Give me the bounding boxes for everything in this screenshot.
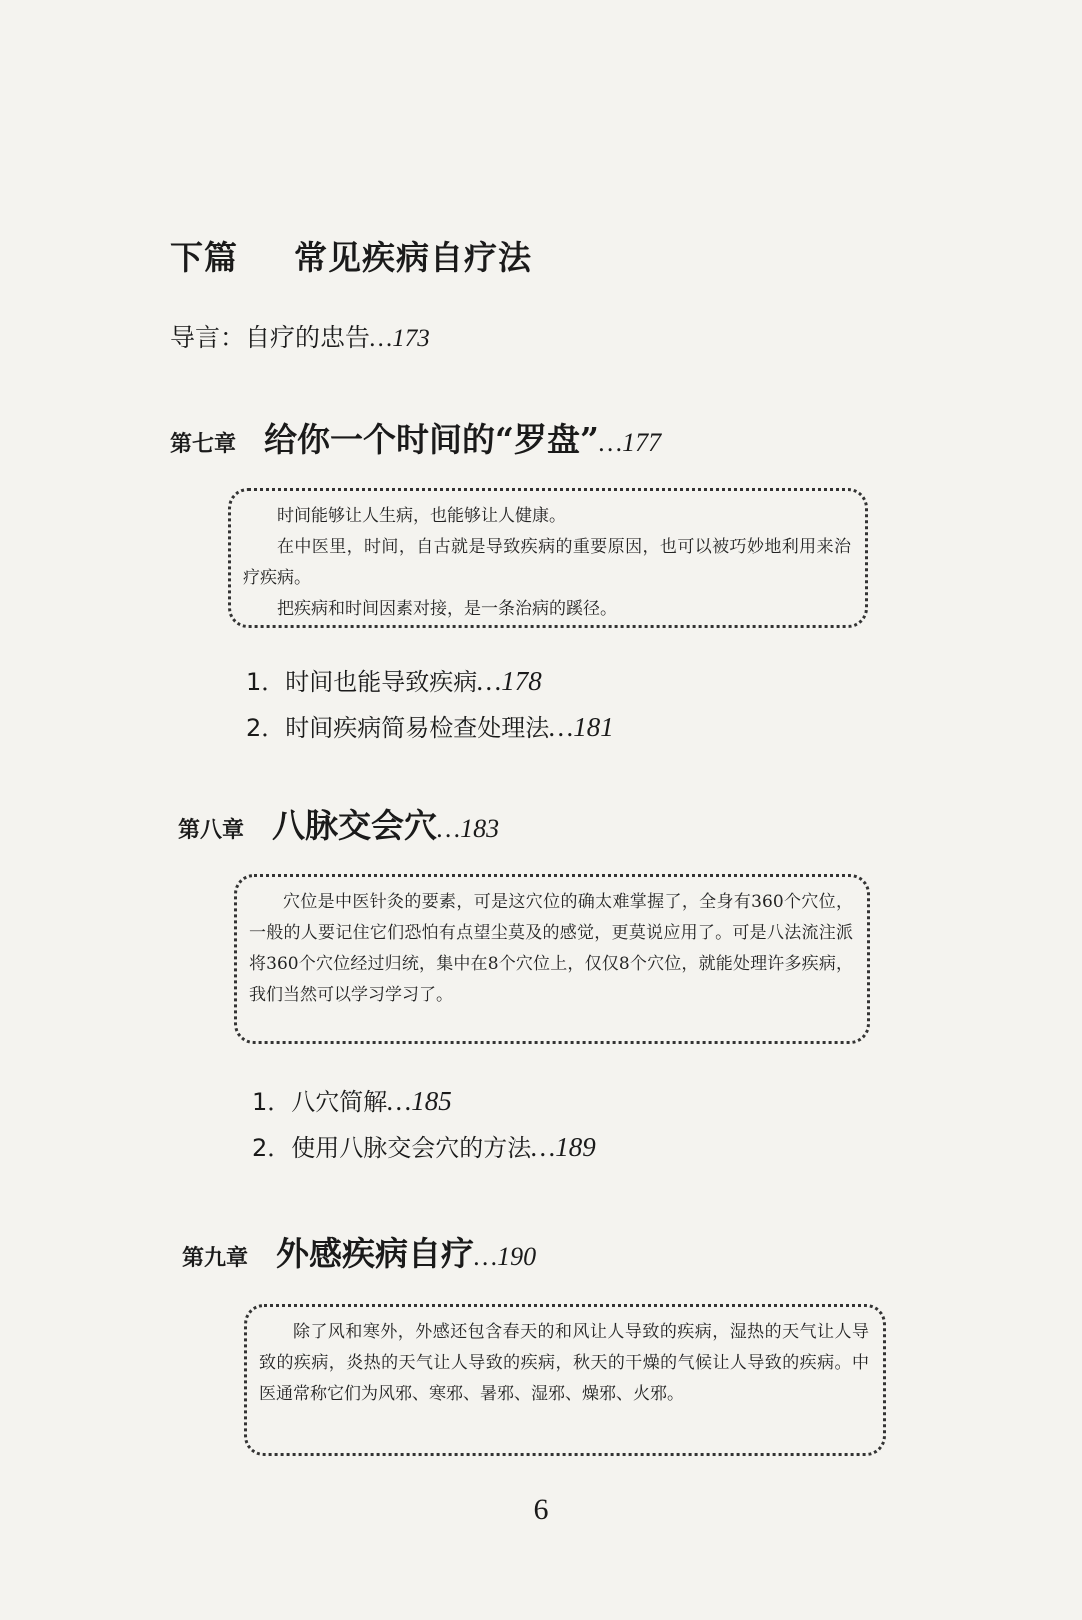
chapter-heading-8[interactable] xyxy=(178,800,499,847)
part-heading xyxy=(170,232,532,279)
chapter-summary-box-9 xyxy=(244,1304,886,1456)
chapter-page: …183 xyxy=(437,814,500,843)
summary-paragraph: 把疾病和时间因素对接，是一条治病的蹊径。 xyxy=(277,599,617,619)
item-page: …181 xyxy=(549,712,614,742)
item-page: …185 xyxy=(387,1086,452,1116)
chapter-title: 外感疾病自疗…190 xyxy=(276,1234,537,1273)
summary-paragraph: 穴位是中医针灸的要素，可是这穴位的确太难掌握了，全身有360个穴位，一般的人要记住它们恐怕有点望尘莫及的感觉，更莫说应用了。可是八法流注派将360个穴位经过归统，集中在8个穴位上，仅仅8个穴位，就能处理许多疾病，我们当然可以学习学习了。 xyxy=(249,892,853,1005)
chapter-summary-box-7 xyxy=(228,488,868,628)
page-number: 6 xyxy=(533,1493,549,1526)
summary-paragraph: 时间能够让人生病，也能够让人健康。 xyxy=(277,506,566,526)
chapter-title: 给你一个时间的“罗盘”…177 xyxy=(264,420,662,459)
chapter-page: …190 xyxy=(474,1242,537,1271)
toc-item[interactable]: 1．八穴简解…185 xyxy=(252,1086,452,1116)
chapter-page: …177 xyxy=(598,428,662,457)
chapter-heading-9[interactable] xyxy=(182,1228,536,1275)
intro-text: 导言：自疗的忠告 xyxy=(170,323,371,352)
summary-paragraph: 除了风和寒外，外感还包含春天的和风让人导致的疾病，湿热的天气让人导致的疾病，炎热的天气让人导致的疾病，秋天的干燥的气候让人导致的疾病。中医通常称它们为风邪、寒邪、暑邪、湿邪、燥邪、火邪。 xyxy=(259,1322,869,1404)
part-title: 常见疾病自疗法 xyxy=(294,238,532,277)
toc-item[interactable]: 2．时间疾病简易检查处理法…181 xyxy=(246,712,614,742)
toc-item[interactable]: 2．使用八脉交会穴的方法…189 xyxy=(252,1132,596,1162)
toc-item[interactable]: 1．时间也能导致疾病…178 xyxy=(246,666,542,696)
chapter-number: 第七章 xyxy=(170,432,237,457)
item-page: …178 xyxy=(477,666,542,696)
chapter-summary-box-8 xyxy=(234,874,870,1044)
chapter-number: 第八章 xyxy=(178,818,245,843)
intro-page: …173 xyxy=(370,325,430,352)
chapter-number: 第九章 xyxy=(182,1246,249,1271)
item-page: …189 xyxy=(531,1132,596,1162)
intro-entry[interactable] xyxy=(170,318,430,354)
summary-paragraph: 在中医里，时间，自古就是导致疾病的重要原因，也可以被巧妙地利用来治疗疾病。 xyxy=(243,537,851,588)
chapter-title: 八脉交会穴…183 xyxy=(272,806,500,845)
part-label: 下篇 xyxy=(170,238,238,277)
chapter-heading-7[interactable] xyxy=(170,414,661,461)
